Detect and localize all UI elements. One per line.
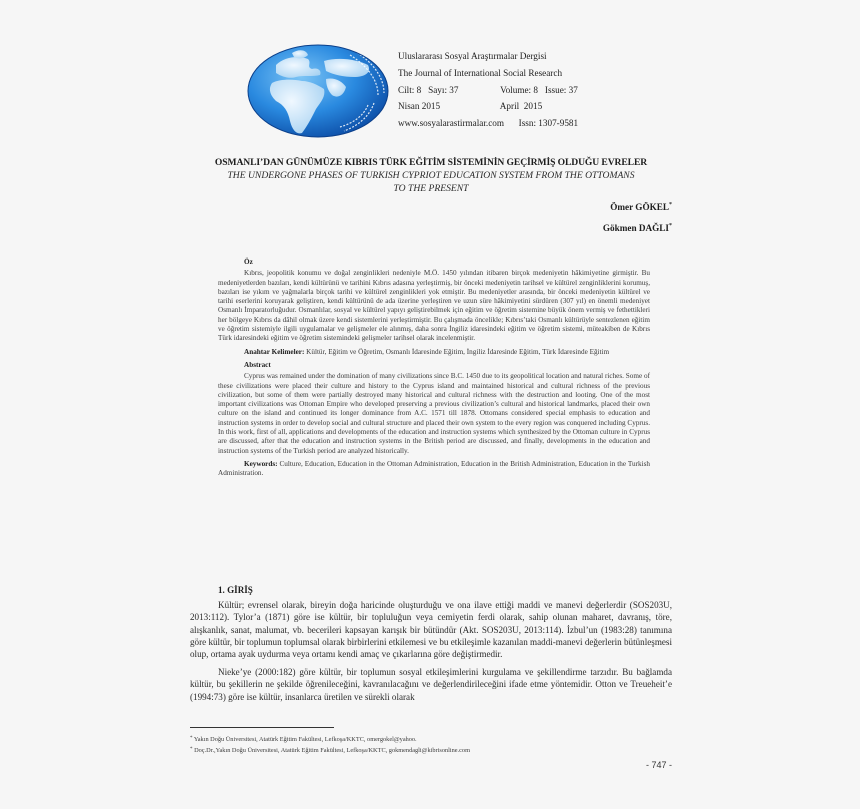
footnote-mark: * <box>190 736 193 741</box>
abstract-en-text: Cyprus was remained under the domination of many civilizations since B.C. 1450 due to its geopolitical location and natural riches. Some of these civilizations were placed their culture and history to the Cyprus island and maintained historical and cultural richness of the previous civilization, but some of them were partially destroyed many historical and cultural richness with the destruction and looting. One of the most important civilizations was Ottoman Empire who developed preserving a previous civilization’s cultural and historical landmarks, placed their own culture on the island and continued its longer dominance from A.C. 1571 till 1878. Ottomans considered special emphasis to education and instruction systems in order to develop social and cultural structure and placed their own system to the every region was conquered including Cyprus. In this work, first of all, applications and developments of the education and instruction systems which synthesized by the Ottoman culture in Cyprus are discussed, after that the education and instruction systems in the British period are discussed, and finally, developments in the education and instruction systems of the Turkish period are analyzed historically. <box>218 372 650 455</box>
date-tr: Nisan 2015 <box>398 101 441 112</box>
article-title-en-line2: TO THE PRESENT <box>393 183 469 194</box>
abstract-tr-text: Kıbrıs, jeopolitik konumu ve doğal zenginlikleri nedeniyle M.Ö. 1450 yılından itibaren birçok medeniyetin hâkimiyetine girmiştir. Bu medeniyetlerden bazıları, kendi kültürünü ve tarihini Kıbrıs adasına yerleştirmiş, bir önceki medeniyetin tarihsel ve kültürel zenginliklerini korumuş, bazıları ise yıkım ve yağmalarla birçok tarihi ve kültürel zenginlikleri yok etmiştir. Bu medeniyetler arasında, bir önceki medeniyetin kültürel ve tarihi eserlerini koruyarak geliştiren, kendi kültürünü de ada üzerine yerleştiren ve uzun süre hâkimiyetini sürdüren (307 yıl) en önemli medeniyet Osmanlı İmparatorluğudur. Osmanlılar, sosyal ve kültürel yapıyı geliştirebilmek için eğitim ve öğretim sistemine büyük önem vermiş ve fethettikleri her bölgeye Kıbrıs da dâhil olmak üzere kendi sistemlerini yerleştirmiştir. Bu çalışmada öncelikle; Kıbrıs’taki Osmanlı kültürüyle sentezlenen eğitim ve öğretim sistemiyle ilgili uygulamalar ve gelişmeler ele alınmış, daha sonra İngiliz idaresindeki eğitim ve öğretim sistemi, müteakiben de Kıbrıs Türk idaresindeki eğitim ve öğretim sistemindeki gelişmeler tarihsel olarak incelenmiştir. <box>218 269 650 343</box>
keywords-label: Anahtar Kelimeler: <box>244 347 305 356</box>
section-heading: 1. GİRİŞ <box>218 585 253 595</box>
globe-icon <box>246 43 390 139</box>
body-paragraph: Kültür; evrensel olarak, bireyin doğa haricinde oluşturduğu ve ona ilave ettiği maddi ve manevi değerlerdir (SOS203U, 2013:112). Tylor’a (1871) göre ise kültür, bir topluluğun veya cemiyetin ferdi olarak, sahip olunan maharet, davranış, töre, alışkanlık, sanat, malumat, vb. becerileri kapsayan karışık bir bütündür (Akt. SOS203U, 2013:114). İzbul’un (1983:28) tanımına göre kültür, bir toplumun toplumsal olarak birbirlerini etkilemesi ve bu etkileşimle kazanılan maddi-manevi değerlerin bütünleşmesi olup, ortama ayak uydurma veya ortamı kendi amaç ve çıkarlarına göre değiştirmedir. <box>190 600 672 660</box>
footnote-1 <box>190 734 670 745</box>
footnote-divider <box>190 727 334 728</box>
footnote-text: Doç.Dr.,Yakın Doğu Üniversitesi, Atatürk Eğitim Fakültesi, Lefkoşa/KKTC, gokmendagli@kibrisonline.com <box>194 746 470 754</box>
abstract-en-heading: Abstract <box>244 360 271 369</box>
article-title-en-line1: THE UNDERGONE PHASES OF TURKISH CYPRIOT EDUCATION SYSTEM FROM THE OTTOMANS <box>227 170 635 181</box>
keywords-label: Keywords: <box>244 459 278 468</box>
journal-name-tr: Uluslararası Sosyal Araştırmalar Dergisi <box>398 51 547 61</box>
author-name: Gökmen DAĞLI <box>602 223 669 233</box>
abstract-section <box>218 258 650 483</box>
author-1 <box>603 196 672 217</box>
article-titles <box>186 156 676 195</box>
footnotes <box>190 734 670 755</box>
footnote-mark: * <box>190 746 193 752</box>
journal-date-row <box>398 98 578 115</box>
journal-issn: Issn: 1307-9581 <box>518 118 579 129</box>
date-en: April 2015 <box>499 101 543 112</box>
author-2 <box>603 217 672 238</box>
author-name: Ömer GÖKEL <box>610 202 669 212</box>
volume-tr: Cilt: 8 Sayı: 37 <box>398 84 459 95</box>
footnote-2 <box>190 745 670 756</box>
journal-website-link[interactable]: www.sosyalarastirmalar.com <box>398 118 505 129</box>
journal-info <box>398 48 578 132</box>
journal-web-row <box>398 115 578 132</box>
abstract-tr-keywords <box>218 348 650 357</box>
page-number: - 747 - <box>645 760 672 770</box>
body-paragraph: Nieke’ye (2000:182) göre kültür, bir toplumun sosyal etkileşimlerini kurgulama ve şekillendirme tarzıdır. Bu bağlamda kültür, bu şekillerin ne şekilde öğrenileceğini, kavranılacağını ve değerlendirileceğini ifade etme yöntemidir. Otton ve Treueheit’e (1994:73) göre ise kültür, insanlarca üretilen ve sürekli olarak <box>190 667 672 702</box>
journal-name-en: The Journal of International Social Research <box>398 67 563 78</box>
abstract-tr-heading: Öz <box>244 258 253 266</box>
article-title-tr: OSMANLI’DAN GÜNÜMÜZE KIBRIS TÜRK EĞİTİM SİSTEMİNİN GEÇİRMİŞ OLDUĞU EVRELER <box>214 157 648 168</box>
footnote-mark[interactable]: * <box>669 223 672 229</box>
author-list <box>603 196 672 238</box>
introduction-section <box>190 584 672 703</box>
abstract-en-keywords <box>218 460 650 479</box>
footnote-text: Yakın Doğu Üniversitesi, Atatürk Eğitim Fakültesi, Lefkoşa/KKTC, omergokel@yahoo. <box>193 736 417 743</box>
keywords-text: Kültür, Eğitim ve Öğretim, Osmanlı İdaresinde Eğitim, İngiliz İdaresinde Eğitim, Türk İdaresinde Eğitim <box>306 347 610 356</box>
footnote-mark[interactable]: * <box>669 202 672 208</box>
keywords-text: Culture, Education, Education in the Ottoman Administration, Education in the British Administration, Education in the Turkish Administration. <box>218 459 651 478</box>
journal-volume-row <box>398 82 578 99</box>
volume-en: Volume: 8 Issue: 37 <box>500 84 578 95</box>
journal-masthead <box>246 40 606 140</box>
